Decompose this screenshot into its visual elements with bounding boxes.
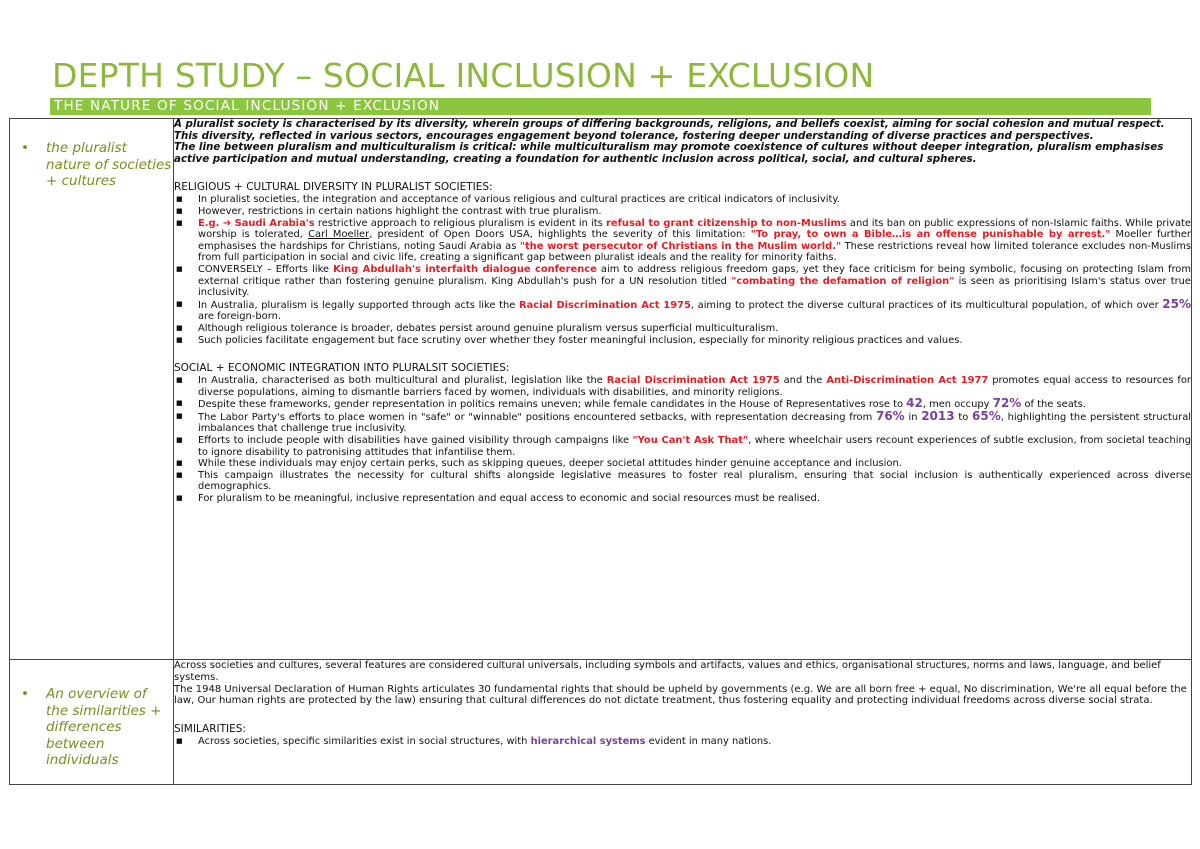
bullet-icon: ■ xyxy=(176,411,183,420)
bullet-icon: ■ xyxy=(176,335,183,344)
intro-paragraph: The line between pluralism and multiculturalism is critical: while multiculturalism may promote coexistence of cultures without deeper integration, pluralism emphasises active participation and mutual understanding, creating a foundation for authentic inclusion across political, social, and cultural spheres. xyxy=(174,141,1164,165)
notes-table xyxy=(9,118,1192,785)
person-name: Carl Moeller xyxy=(308,229,370,241)
list-item: ■ While these individuals may enjoy certain perks, such as skipping queues, deeper societal attitudes hinder genuine acceptance and inclusion. xyxy=(176,458,902,470)
list-item: ■ Across societies, specific similarities exist in social structures, with hierarchical systems evident in many nations. xyxy=(176,736,772,748)
intro-paragraph: A pluralist society is characterised by its diversity, wherein groups of differing backgrounds, religions, and beliefs coexist, aiming for social cohesion and mutual respect. xyxy=(174,118,1165,130)
list-item: ■ E.g. ➔ Saudi Arabia's restrictive approach to religious pluralism is evident in its refusal to grant citizenship to non-Muslims and its ban on public expressions of non-Islamic faiths. While private worship is tolerated, Carl Moeller, president of Open Doors USA, highlights the severity of this limitation: "To pray, to own a Bible…is an offense punishable by arrest." Moeller further emphasises the hardships for Christians, noting Saudi Arabia as "the worst persecutor of Christians in the Muslim world." These restrictions reveal how limited tolerance excludes non-Muslims from full participation in social and civic life, creating a significant gap between pluralist ideals and the reality for minority faiths. xyxy=(176,217,1192,264)
row-label: • the pluralist nature of societies + cultures xyxy=(21,140,172,189)
list-item: ■ Although religious tolerance is broader, debates persist around genuine pluralism versus superficial multiculturalism. xyxy=(176,322,779,334)
section-heading: SIMILARITIES: xyxy=(174,723,246,736)
bullet-icon: • xyxy=(21,140,29,156)
section-heading: RELIGIOUS + CULTURAL DIVERSITY IN PLURALIST SOCIETIES: xyxy=(174,181,493,194)
bullet-icon: ■ xyxy=(176,218,183,227)
bullet-icon: ■ xyxy=(176,494,183,503)
section-heading: SOCIAL + ECONOMIC INTEGRATION INTO PLURALSIT SOCIETIES: xyxy=(174,362,510,375)
row-label-cell xyxy=(10,660,174,785)
bullet-icon: ■ xyxy=(176,264,183,273)
list-item: ■ This campaign illustrates the necessity for cultural shifts alongside legislative measures to foster real pluralism, ensuring that social inclusion is authentically experienced across diverse demographics. xyxy=(176,469,1191,493)
list-item: ■ In Australia, characterised as both multicultural and pluralist, legislation like the Racial Discrimination Act 1975 and the Anti-Discrimination Act 1977 promotes equal access to resources for diverse populations, aiming to dismantle barriers faced by women, individuals with disabilities, and minority religions. xyxy=(176,375,1191,398)
list-item: ■ In Australia, pluralism is legally supported through acts like the Racial Discrimination Act 1975, aiming to protect the diverse cultural practices of its multicultural population, of which over 25% are foreign-born. xyxy=(176,296,1192,323)
list-item: ■ The Labor Party's efforts to place women in "safe" or "winnable" positions encountered setbacks, with representation decreasing from 76% in 2013 to 65%, highlighting the persistent structural imbalances that challenge true inclusivity. xyxy=(176,408,1192,435)
bullet-icon: ■ xyxy=(176,206,183,215)
section-subtitle-bar: THE NATURE OF SOCIAL INCLUSION + EXCLUSION xyxy=(50,98,1151,115)
bullet-list xyxy=(174,375,1191,505)
list-item: ■ CONVERSELY – Efforts like King Abdullah's interfaith dialogue conference aim to address religious freedom gaps, yet they face criticism for being symbolic, focusing on protecting Islam from external critique rather than fostering genuine pluralism. King Abdullah's push for a UN resolution titled "combating the defamation of religion" is seen as prioritising Islam's status over true inclusivity. xyxy=(176,263,1192,299)
bullet-icon: ■ xyxy=(176,737,183,746)
paragraph: Across societies and cultures, several features are considered cultural universals, including symbols and artifacts, values and ethics, organisational structures, norms and laws, language, and belief systems. xyxy=(174,660,1161,683)
list-item: ■ For pluralism to be meaningful, inclusive representation and equal access to economic and social resources must be realised. xyxy=(176,493,820,505)
paragraph: The 1948 Universal Declaration of Human Rights articulates 30 fundamental rights that should be upheld by governments (e.g. We are all born free + equal, No discrimination, We're all equal before the law, Our human rights are protected by the law) ensuring that cultural differences do not dictate treatment, thus fostering equality and protecting individual freedoms across diverse social strata. xyxy=(174,683,1187,707)
bullet-icon: • xyxy=(21,686,29,702)
intro-paragraph: This diversity, reflected in various sectors, encourages engagement beyond tolerance, fostering deeper understanding of diverse practices and perspectives. xyxy=(174,129,1094,142)
row-label-cell xyxy=(10,119,174,660)
list-item: ■ Efforts to include people with disabilities have gained visibility through campaigns like "You Can't Ask That", where wheelchair users recount experiences of subtle exclusion, from societal teaching to ignore disability to patronising attitudes that infantilise them. xyxy=(176,435,1192,458)
row-content-cell xyxy=(174,119,1192,660)
table-row xyxy=(10,660,1192,785)
bullet-icon: ■ xyxy=(176,470,183,479)
bullet-icon: ■ xyxy=(176,195,183,204)
list-item: ■ In pluralist societies, the integration and acceptance of various religious and cultural practices are critical indicators of inclusivity. xyxy=(176,194,840,206)
row-label: • An overview of the similarities + differences between individuals xyxy=(21,686,162,768)
list-item: ■ Despite these frameworks, gender representation in politics remains uneven; while female candidates in the House of Representatives rose to 42, men occupy 72% of the seats. xyxy=(176,396,1086,411)
bullet-icon: ■ xyxy=(176,399,183,408)
row-content-cell xyxy=(174,660,1192,785)
list-item: ■ However, restrictions in certain nations highlight the contrast with true pluralism. xyxy=(176,205,602,217)
document-title: DEPTH STUDY – SOCIAL INCLUSION + EXCLUSION xyxy=(52,56,875,95)
bullet-icon: ■ xyxy=(176,323,183,332)
list-item: ■ Such policies facilitate engagement but face scrutiny over whether they foster meaningful inclusion, especially for minority religious practices and values. xyxy=(176,334,963,346)
table-row xyxy=(10,119,1192,660)
bullet-icon: ■ xyxy=(176,436,183,445)
bullet-list xyxy=(174,194,1191,346)
bullet-icon: ■ xyxy=(176,299,183,308)
bullet-icon: ■ xyxy=(176,459,183,468)
bullet-list xyxy=(174,736,1191,748)
bullet-icon: ■ xyxy=(176,376,183,385)
